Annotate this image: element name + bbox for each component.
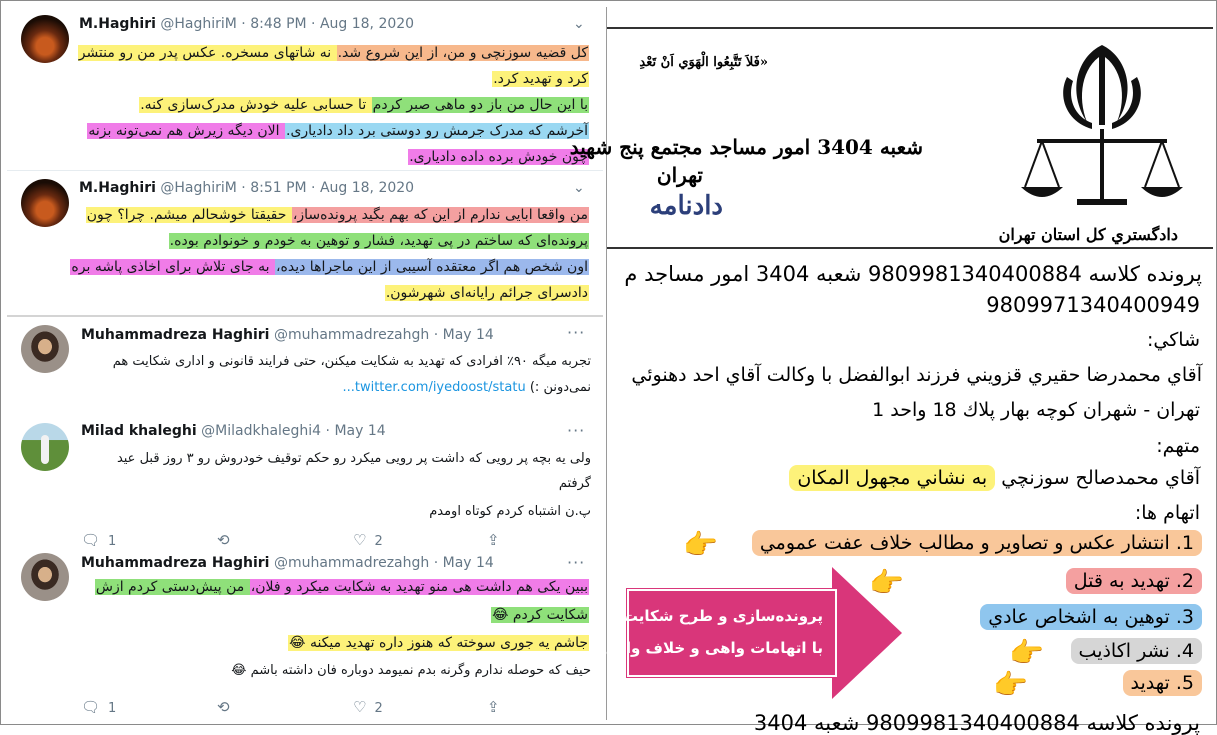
- accused-name: آقاي محمدصالح سوزنچي: [995, 467, 1200, 489]
- chevron-down-icon[interactable]: ⌄: [573, 16, 585, 32]
- charge-text: تهديد به قتل: [1073, 570, 1176, 592]
- callout-arrow: [832, 567, 902, 699]
- tweet-2: [7, 171, 603, 311]
- charge-item: [980, 606, 1202, 628]
- file-number-line: پرونده كلاسه 9809981340400884 شعبه 3404 امور مساجد م: [624, 262, 1202, 286]
- charge-highlight: [980, 604, 1202, 630]
- pointing-hand-icon: 👉: [683, 528, 718, 561]
- highlighted-phrase: کل قضیه سوزنچی و من، از این شروع شد.: [337, 45, 588, 61]
- tweet-actions: [7, 698, 567, 718]
- share-button[interactable]: [487, 531, 508, 549]
- reply-button[interactable]: [81, 698, 116, 716]
- verse-text: «فَلاَ تَتَّبِعُوا الْهَوَي اَنْ تَعْدِ: [639, 55, 768, 70]
- charge-item: [1066, 570, 1202, 592]
- callout-line-2: با اتهامات واهی و خلاف واقع: [605, 639, 823, 657]
- charge-highlight: [1123, 670, 1202, 696]
- author-name[interactable]: M.Haghiri: [79, 16, 156, 32]
- document-title: دادنامه: [649, 191, 723, 221]
- city-text: تهران: [656, 163, 703, 187]
- text-line: [139, 93, 589, 117]
- tweet-actions: [7, 531, 567, 551]
- charge-number: 5.: [1175, 672, 1194, 694]
- charge-highlight: [1066, 568, 1202, 594]
- highlighted-phrase: اون شخص هم اگر معتقده آسیبی از این ماجراها دیده،: [276, 259, 588, 275]
- highlighted-phrase: شکایت کردم 😂: [492, 607, 588, 623]
- reply-count: 1: [108, 534, 117, 549]
- text-line: [86, 203, 589, 227]
- file-number-2: 9809971340400949: [986, 293, 1200, 317]
- charge-number: 3.: [1175, 606, 1194, 628]
- reply-icon: 🗨: [81, 531, 101, 549]
- reply-header: [81, 423, 386, 439]
- retweet-button[interactable]: [217, 531, 238, 549]
- charge-item: [1123, 672, 1202, 694]
- charge-item: [752, 532, 1202, 554]
- file-number-line-partial: پرونده كلاسه 9809981340400884 شعبه 3404: [753, 711, 1200, 735]
- highlighted-phrase: نه شاتهای مسخره. عکس پدر من رو منتشر: [78, 45, 336, 61]
- pointing-hand-icon: 👉: [869, 566, 904, 599]
- charge-number: 4.: [1175, 640, 1194, 662]
- highlighted-phrase: حقیقتا خوشحالم میشم. چرا؟ چون: [86, 207, 291, 223]
- court-name: دادگستري كل استان تهران: [998, 225, 1178, 244]
- highlighted-phrase: من پیش‌دستی کردم ازش: [95, 579, 249, 595]
- like-count: 2: [374, 534, 383, 549]
- charge-highlight: [752, 530, 1202, 556]
- reply-text-line: پ.ن اشتباه کردم کوتاه اومدم: [429, 504, 591, 519]
- author-name[interactable]: M.Haghiri: [79, 180, 156, 196]
- charge-text: انتشار عكس و تصاوير و مطالب خلاف عفت عمومي: [759, 532, 1176, 554]
- retweet-button[interactable]: [217, 698, 238, 716]
- more-options-icon[interactable]: ···: [567, 323, 586, 342]
- charge-highlight: [1071, 638, 1202, 664]
- tweet-header: [79, 180, 414, 196]
- author-handle[interactable]: @muhammadrezahgh: [273, 327, 430, 343]
- address-text: تهران - شهران كوچه بهار پلاك 18 واحد 1: [872, 399, 1200, 421]
- reply-text-line: حیف که حوصله ندارم وگرنه بدم نمیومد دوباره فان داشته باشم 😂: [231, 663, 591, 678]
- highlighted-phrase: آخرشم که مدرک جرمش رو دوستی برد داد دادیاری.: [286, 123, 588, 139]
- callout-banner: [605, 567, 907, 707]
- reply-thread: [7, 315, 603, 720]
- charge-text: تهديد: [1130, 672, 1176, 694]
- author-name[interactable]: Muhammadreza Haghiri: [81, 555, 270, 571]
- reply-header: [81, 327, 494, 343]
- author-handle[interactable]: @muhammadrezahgh: [273, 555, 430, 571]
- like-button[interactable]: [353, 698, 383, 716]
- pointing-hand-icon: 👉: [847, 602, 882, 635]
- retweet-icon: ⟲: [217, 698, 230, 716]
- reply-date[interactable]: · May 14: [433, 327, 494, 343]
- reply-text-line: ولی یه بچه پر رویی که داشت پر رویی میکرد رو حکم توقیف خودروش رو ۳ روز قبل عید: [116, 451, 591, 466]
- reply-header: [81, 555, 494, 571]
- complainant-text: آقاي محمدرضا حقيري قزويني فرزند ابوالفضل با وكالت آقاي احد دهنوئي: [631, 364, 1202, 386]
- text-line: [169, 229, 589, 253]
- reply-text: نمی‌دونن :): [529, 380, 591, 395]
- highlighted-phrase: دادسرای جرائم رایانه‌ای شهرشون.: [385, 285, 588, 301]
- highlighted-phrase: تا حسابی علیه خودش مدرک‌سازی کنه.: [140, 97, 371, 113]
- charge-text: توهين به اشخاص عادي: [988, 606, 1176, 628]
- author-handle[interactable]: @Miladkhaleghi4: [201, 423, 322, 439]
- highlighted-phrase: جاشم یه جوری سوخته که هنوز داره تهدید میکنه 😂: [289, 635, 588, 651]
- heart-icon: ♡: [353, 698, 367, 716]
- document-header: [569, 27, 1213, 249]
- accused-label: متهم:: [1156, 435, 1200, 457]
- chevron-down-icon[interactable]: ⌄: [573, 180, 585, 196]
- highlighted-phrase: با این حال من باز دو ماهی صبر کردم: [372, 97, 588, 113]
- charge-text: نشر اكاذيب: [1078, 640, 1176, 662]
- highlighted-phrase: چون خودش برده داده دادیاری.: [409, 149, 588, 165]
- avatar[interactable]: [21, 553, 69, 601]
- tweet-header: [79, 16, 414, 32]
- reply-button[interactable]: [81, 531, 116, 549]
- share-icon: ⇪: [487, 531, 500, 549]
- tweet-timestamp[interactable]: · 8:51 PM · Aug 18, 2020: [241, 180, 415, 196]
- charges-label: اتهام ها:: [1134, 502, 1200, 524]
- more-options-icon[interactable]: ···: [567, 421, 586, 440]
- text-line: [87, 119, 589, 143]
- charge-number: 1.: [1175, 532, 1194, 554]
- highlighted-phrase: کرد و تهدید کرد.: [493, 71, 588, 87]
- like-count: 2: [374, 701, 383, 716]
- text-line: [70, 255, 589, 279]
- author-handle[interactable]: @HaghiriM: [160, 180, 237, 196]
- highlighted-phrase: من واقعا ابایی ندارم از این که بهم بگید پرونده‌ساز،: [292, 207, 588, 223]
- reply-text-line: گرفتم: [558, 476, 591, 491]
- like-button[interactable]: [353, 531, 383, 549]
- charge-number: 2.: [1175, 570, 1194, 592]
- tweet-link[interactable]: twitter.com/iyedoost/statu...: [342, 380, 526, 395]
- text-line: [408, 145, 589, 169]
- author-handle[interactable]: @HaghiriM: [160, 16, 237, 32]
- complainant-label: شاكي:: [1147, 329, 1200, 351]
- reply-date[interactable]: · May 14: [433, 555, 494, 571]
- branch-text: شعبه 3404 امور مساجد مجتمع پنج شهيد: [569, 135, 923, 159]
- highlighted-phrase: الان دیگه زیرش هم نمی‌تونه بزنه: [88, 123, 284, 139]
- text-line: [78, 41, 589, 65]
- retweet-icon: ⟲: [217, 531, 230, 549]
- avatar[interactable]: [21, 15, 69, 63]
- reply-icon: 🗨: [81, 698, 101, 716]
- avatar[interactable]: [21, 423, 69, 471]
- share-button[interactable]: [487, 698, 508, 716]
- highlighted-phrase: ببین یکی هم داشت هی منو تهدید به شکایت میکرد و فلان،: [250, 579, 588, 595]
- text-line: [385, 281, 589, 305]
- pointing-hand-icon: 👉: [1009, 636, 1044, 669]
- pointing-hand-icon: 👉: [993, 668, 1028, 701]
- more-options-icon[interactable]: ···: [567, 553, 586, 572]
- accused-line: [789, 467, 1200, 489]
- callout-box: [605, 589, 837, 677]
- share-icon: ⇪: [487, 698, 500, 716]
- callout-line-1: پرونده‌سازی و طرح شکایت: [622, 607, 823, 625]
- author-name[interactable]: Milad khaleghi: [81, 423, 197, 439]
- reply-count: 1: [108, 701, 117, 716]
- text-line: [491, 603, 589, 627]
- reply-text-line: تجربه میگه ۹۰٪ افرادی که تهدید به شکایت میکنن، حتی فرایند قانونی و اداری شکایت هم: [112, 354, 591, 369]
- reply-text-line: [342, 377, 591, 399]
- iran-emblem-icon: [1007, 37, 1197, 217]
- avatar[interactable]: [21, 179, 69, 227]
- text-line: [95, 575, 589, 599]
- highlighted-phrase: پرونده‌ای که ساختم در پی تهدید، فشار و توهین به خودم و خونوادم بوده.: [169, 233, 588, 249]
- text-line: [492, 67, 589, 91]
- accused-address-highlight: به نشاني مجهول المكان: [789, 465, 995, 491]
- charge-item: [1071, 640, 1202, 662]
- heart-icon: ♡: [353, 531, 367, 549]
- tweet-1: [7, 7, 603, 171]
- reply-date[interactable]: · May 14: [325, 423, 386, 439]
- avatar[interactable]: [21, 325, 69, 373]
- tweet-timestamp[interactable]: · 8:48 PM · Aug 18, 2020: [241, 16, 415, 32]
- highlighted-phrase: به جای تلاش برای اخاذی پاشه بره: [71, 259, 275, 275]
- text-line: [288, 631, 589, 655]
- author-name[interactable]: Muhammadreza Haghiri: [81, 327, 270, 343]
